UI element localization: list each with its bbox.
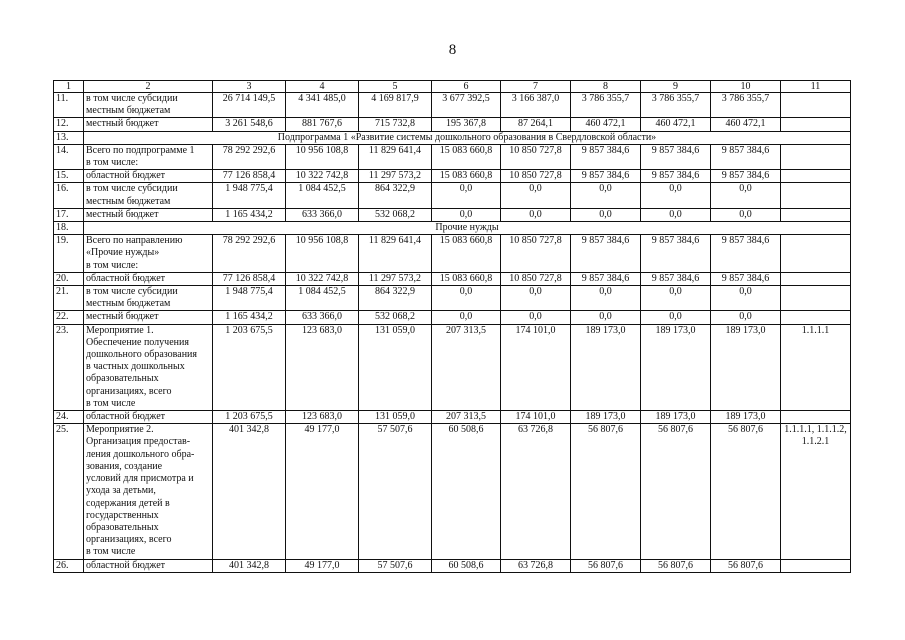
value-cell: 0,0: [641, 183, 711, 208]
value-cell: 0,0: [501, 208, 571, 221]
target-code-line: 1.1.2.1: [801, 436, 830, 448]
value-cell: 9 857 384,6: [711, 144, 781, 169]
row-name: [84, 272, 213, 285]
row-name-line: местный бюджет: [86, 311, 159, 323]
row-name: [84, 411, 213, 424]
value-cell: 4 169 817,9: [359, 93, 432, 118]
value-cell: 0,0: [641, 286, 711, 311]
value-cell: 15 083 660,8: [432, 170, 501, 183]
target-code-cell: [781, 272, 851, 285]
target-code-cell: [781, 183, 851, 208]
value-cell: 460 472,1: [641, 118, 711, 131]
value-cell: 174 101,0: [501, 411, 571, 424]
value-cell: 460 472,1: [711, 118, 781, 131]
column-number-cell: 2: [84, 81, 213, 93]
value-cell: 9 857 384,6: [571, 144, 641, 169]
value-cell: 0,0: [501, 183, 571, 208]
row-name: [84, 144, 213, 169]
value-cell: 123 683,0: [286, 324, 359, 410]
value-cell: 0,0: [711, 183, 781, 208]
column-number-cell: 1: [54, 81, 84, 93]
row-name: [84, 118, 213, 131]
value-cell: 49 177,0: [286, 559, 359, 572]
value-cell: 1 203 675,5: [213, 324, 286, 410]
value-cell: 10 850 727,8: [501, 235, 571, 273]
row-number: 12.: [54, 118, 84, 131]
target-code-cell: [781, 93, 851, 118]
value-cell: 189 173,0: [571, 411, 641, 424]
row-name-line: в том числе субсидии: [86, 183, 178, 195]
value-cell: 189 173,0: [571, 324, 641, 410]
value-cell: 864 322,9: [359, 183, 432, 208]
value-cell: 0,0: [571, 183, 641, 208]
value-cell: 715 732,8: [359, 118, 432, 131]
table-row: [54, 424, 851, 559]
value-cell: 3 166 387,0: [501, 93, 571, 118]
value-cell: 60 508,6: [432, 559, 501, 572]
row-name-line: областной бюджет: [86, 272, 166, 284]
value-cell: 15 083 660,8: [432, 272, 501, 285]
column-number-cell: 7: [501, 81, 571, 93]
table-row: [54, 559, 851, 572]
table-body: [54, 81, 851, 573]
target-code-line: 1.1.1.1, 1.1.1.2,: [784, 424, 847, 436]
row-name: [84, 93, 213, 118]
value-cell: 401 342,8: [213, 424, 286, 559]
row-number: 23.: [54, 324, 84, 410]
value-cell: 0,0: [432, 183, 501, 208]
target-code-line: 1.1.1.1: [801, 324, 830, 336]
table-row: [54, 170, 851, 183]
column-number-cell: 6: [432, 81, 501, 93]
value-cell: 77 126 858,4: [213, 272, 286, 285]
row-name: [84, 235, 213, 273]
column-number-cell: 10: [711, 81, 781, 93]
value-cell: 3 677 392,5: [432, 93, 501, 118]
column-number-cell: 5: [359, 81, 432, 93]
table-row: [54, 208, 851, 221]
section-row: [54, 222, 851, 235]
value-cell: 0,0: [571, 208, 641, 221]
value-cell: 0,0: [501, 311, 571, 324]
row-name: [84, 208, 213, 221]
value-cell: 10 322 742,8: [286, 170, 359, 183]
row-name-line: местный бюджет: [86, 118, 159, 130]
value-cell: 10 956 108,8: [286, 235, 359, 273]
column-number-cell: 4: [286, 81, 359, 93]
value-cell: 60 508,6: [432, 424, 501, 559]
table-row: [54, 183, 851, 208]
row-name: [84, 559, 213, 572]
value-cell: 1 084 452,5: [286, 183, 359, 208]
value-cell: 0,0: [641, 208, 711, 221]
value-cell: 0,0: [711, 311, 781, 324]
budget-table: [53, 80, 851, 573]
target-code-cell: [781, 118, 851, 131]
section-title: Прочие нужды: [84, 222, 851, 235]
row-name-line: условий для присмотра и: [86, 473, 194, 485]
value-cell: 56 807,6: [711, 559, 781, 572]
row-number: 15.: [54, 170, 84, 183]
value-cell: 10 956 108,8: [286, 144, 359, 169]
value-cell: 189 173,0: [641, 324, 711, 410]
target-code-cell: [781, 144, 851, 169]
value-cell: 3 261 548,6: [213, 118, 286, 131]
value-cell: 9 857 384,6: [711, 235, 781, 273]
value-cell: 49 177,0: [286, 424, 359, 559]
value-cell: 1 165 434,2: [213, 311, 286, 324]
value-cell: 10 850 727,8: [501, 272, 571, 285]
row-name-line: организациях, всего: [86, 534, 172, 546]
target-code-cell: [781, 559, 851, 572]
row-name-line: в том числе: [86, 397, 136, 409]
value-cell: 532 068,2: [359, 311, 432, 324]
row-number: 21.: [54, 286, 84, 311]
value-cell: 460 472,1: [571, 118, 641, 131]
value-cell: 9 857 384,6: [641, 144, 711, 169]
value-cell: 63 726,8: [501, 424, 571, 559]
row-name-line: ухода за детьми,: [86, 485, 156, 497]
value-cell: 864 322,9: [359, 286, 432, 311]
row-name-line: в том числе:: [86, 259, 139, 271]
row-number: 26.: [54, 559, 84, 572]
value-cell: 3 786 355,7: [641, 93, 711, 118]
table-row: [54, 324, 851, 410]
value-cell: 0,0: [432, 286, 501, 311]
value-cell: 78 292 292,6: [213, 235, 286, 273]
value-cell: 9 857 384,6: [571, 272, 641, 285]
row-number: 16.: [54, 183, 84, 208]
value-cell: 174 101,0: [501, 324, 571, 410]
value-cell: 401 342,8: [213, 559, 286, 572]
value-cell: 195 367,8: [432, 118, 501, 131]
row-name-line: областной бюджет: [86, 411, 166, 423]
table-row: [54, 311, 851, 324]
table-row: [54, 286, 851, 311]
value-cell: 10 322 742,8: [286, 272, 359, 285]
row-name-line: Организация предостав-: [86, 436, 191, 448]
target-code-cell: [781, 424, 851, 559]
value-cell: 207 313,5: [432, 411, 501, 424]
row-name-line: в частных дошкольных: [86, 361, 185, 373]
row-name: [84, 183, 213, 208]
target-code-cell: [781, 170, 851, 183]
value-cell: 11 297 573,2: [359, 170, 432, 183]
row-number: 14.: [54, 144, 84, 169]
value-cell: 56 807,6: [641, 559, 711, 572]
target-code-cell: [781, 286, 851, 311]
row-number: 25.: [54, 424, 84, 559]
row-name: [84, 424, 213, 559]
value-cell: 0,0: [641, 311, 711, 324]
value-cell: 56 807,6: [641, 424, 711, 559]
column-number-cell: 8: [571, 81, 641, 93]
section-row: [54, 131, 851, 144]
row-name-line: образовательных: [86, 521, 159, 533]
value-cell: 1 165 434,2: [213, 208, 286, 221]
target-code-cell: [781, 235, 851, 273]
value-cell: 1 948 775,4: [213, 183, 286, 208]
value-cell: 9 857 384,6: [641, 170, 711, 183]
value-cell: 0,0: [571, 286, 641, 311]
row-name-line: зования, создание: [86, 460, 163, 472]
value-cell: 10 850 727,8: [501, 170, 571, 183]
row-name-line: Мероприятие 2.: [86, 424, 154, 436]
row-name-line: Всего по направлению: [86, 235, 183, 247]
value-cell: 11 829 641,4: [359, 235, 432, 273]
value-cell: 15 083 660,8: [432, 235, 501, 273]
value-cell: 0,0: [711, 286, 781, 311]
value-cell: 78 292 292,6: [213, 144, 286, 169]
value-cell: 9 857 384,6: [641, 235, 711, 273]
row-name-line: областной бюджет: [86, 559, 166, 571]
row-name-line: Обеспечение получения: [86, 336, 189, 348]
value-cell: 11 297 573,2: [359, 272, 432, 285]
row-name: [84, 286, 213, 311]
table-row: [54, 118, 851, 131]
value-cell: 207 313,5: [432, 324, 501, 410]
value-cell: 1 084 452,5: [286, 286, 359, 311]
column-number-row: [54, 81, 851, 93]
value-cell: 63 726,8: [501, 559, 571, 572]
row-name-line: Мероприятие 1.: [86, 324, 154, 336]
row-number: 24.: [54, 411, 84, 424]
column-number-cell: 3: [213, 81, 286, 93]
row-name-line: «Прочие нужды»: [86, 247, 160, 259]
row-number: 13.: [54, 131, 84, 144]
value-cell: 9 857 384,6: [711, 170, 781, 183]
value-cell: 3 786 355,7: [571, 93, 641, 118]
target-code-cell: [781, 411, 851, 424]
value-cell: 131 059,0: [359, 411, 432, 424]
value-cell: 9 857 384,6: [641, 272, 711, 285]
row-number: 17.: [54, 208, 84, 221]
table-row: [54, 144, 851, 169]
value-cell: 633 366,0: [286, 311, 359, 324]
row-name-line: местным бюджетам: [86, 298, 171, 310]
page-number: 8: [448, 42, 457, 58]
value-cell: 3 786 355,7: [711, 93, 781, 118]
row-name-line: Всего по подпрограмме 1: [86, 144, 195, 156]
value-cell: 189 173,0: [711, 324, 781, 410]
value-cell: 56 807,6: [571, 424, 641, 559]
section-title: Подпрограмма 1 «Развитие системы дошкольного образования в Свердловской области»: [84, 131, 851, 144]
row-name-line: организациях, всего: [86, 385, 172, 397]
table-row: [54, 93, 851, 118]
row-name: [84, 324, 213, 410]
row-name-line: областной бюджет: [86, 170, 166, 182]
row-name-line: государственных: [86, 509, 159, 521]
row-number: 11.: [54, 93, 84, 118]
value-cell: 9 857 384,6: [571, 235, 641, 273]
value-cell: 15 083 660,8: [432, 144, 501, 169]
value-cell: 56 807,6: [711, 424, 781, 559]
row-name-line: местным бюджетам: [86, 105, 171, 117]
value-cell: 77 126 858,4: [213, 170, 286, 183]
value-cell: 56 807,6: [571, 559, 641, 572]
row-name-line: в том числе: [86, 546, 136, 558]
value-cell: 9 857 384,6: [571, 170, 641, 183]
value-cell: 0,0: [432, 208, 501, 221]
value-cell: 123 683,0: [286, 411, 359, 424]
table-row: [54, 411, 851, 424]
row-name-line: ления дошкольного обра-: [86, 448, 195, 460]
row-name-line: дошкольного образования: [86, 349, 198, 361]
table-row: [54, 272, 851, 285]
row-name-line: местный бюджет: [86, 208, 159, 220]
row-number: 22.: [54, 311, 84, 324]
row-number: 18.: [54, 222, 84, 235]
target-code-cell: [781, 208, 851, 221]
value-cell: 633 366,0: [286, 208, 359, 221]
row-name-line: содержания детей в: [86, 497, 170, 509]
row-name-line: в том числе субсидии: [86, 93, 178, 104]
value-cell: 0,0: [711, 208, 781, 221]
row-name-line: местным бюджетам: [86, 195, 171, 207]
row-name: [84, 311, 213, 324]
target-code-cell: [781, 311, 851, 324]
column-number-cell: 11: [781, 81, 851, 93]
target-code-cell: [781, 324, 851, 410]
value-cell: 57 507,6: [359, 424, 432, 559]
row-number: 20.: [54, 272, 84, 285]
value-cell: 10 850 727,8: [501, 144, 571, 169]
row-name-line: образовательных: [86, 373, 159, 385]
value-cell: 881 767,6: [286, 118, 359, 131]
value-cell: 189 173,0: [641, 411, 711, 424]
value-cell: 1 948 775,4: [213, 286, 286, 311]
value-cell: 4 341 485,0: [286, 93, 359, 118]
row-name-line: в том числе:: [86, 157, 139, 169]
value-cell: 189 173,0: [711, 411, 781, 424]
value-cell: 87 264,1: [501, 118, 571, 131]
value-cell: 26 714 149,5: [213, 93, 286, 118]
value-cell: 0,0: [432, 311, 501, 324]
column-number-cell: 9: [641, 81, 711, 93]
value-cell: 57 507,6: [359, 559, 432, 572]
value-cell: 532 068,2: [359, 208, 432, 221]
row-number: 19.: [54, 235, 84, 273]
value-cell: 0,0: [571, 311, 641, 324]
value-cell: 0,0: [501, 286, 571, 311]
value-cell: 11 829 641,4: [359, 144, 432, 169]
value-cell: 9 857 384,6: [711, 272, 781, 285]
table-row: [54, 235, 851, 273]
row-name-line: в том числе субсидии: [86, 286, 178, 298]
value-cell: 1 203 675,5: [213, 411, 286, 424]
value-cell: 131 059,0: [359, 324, 432, 410]
row-name: [84, 170, 213, 183]
